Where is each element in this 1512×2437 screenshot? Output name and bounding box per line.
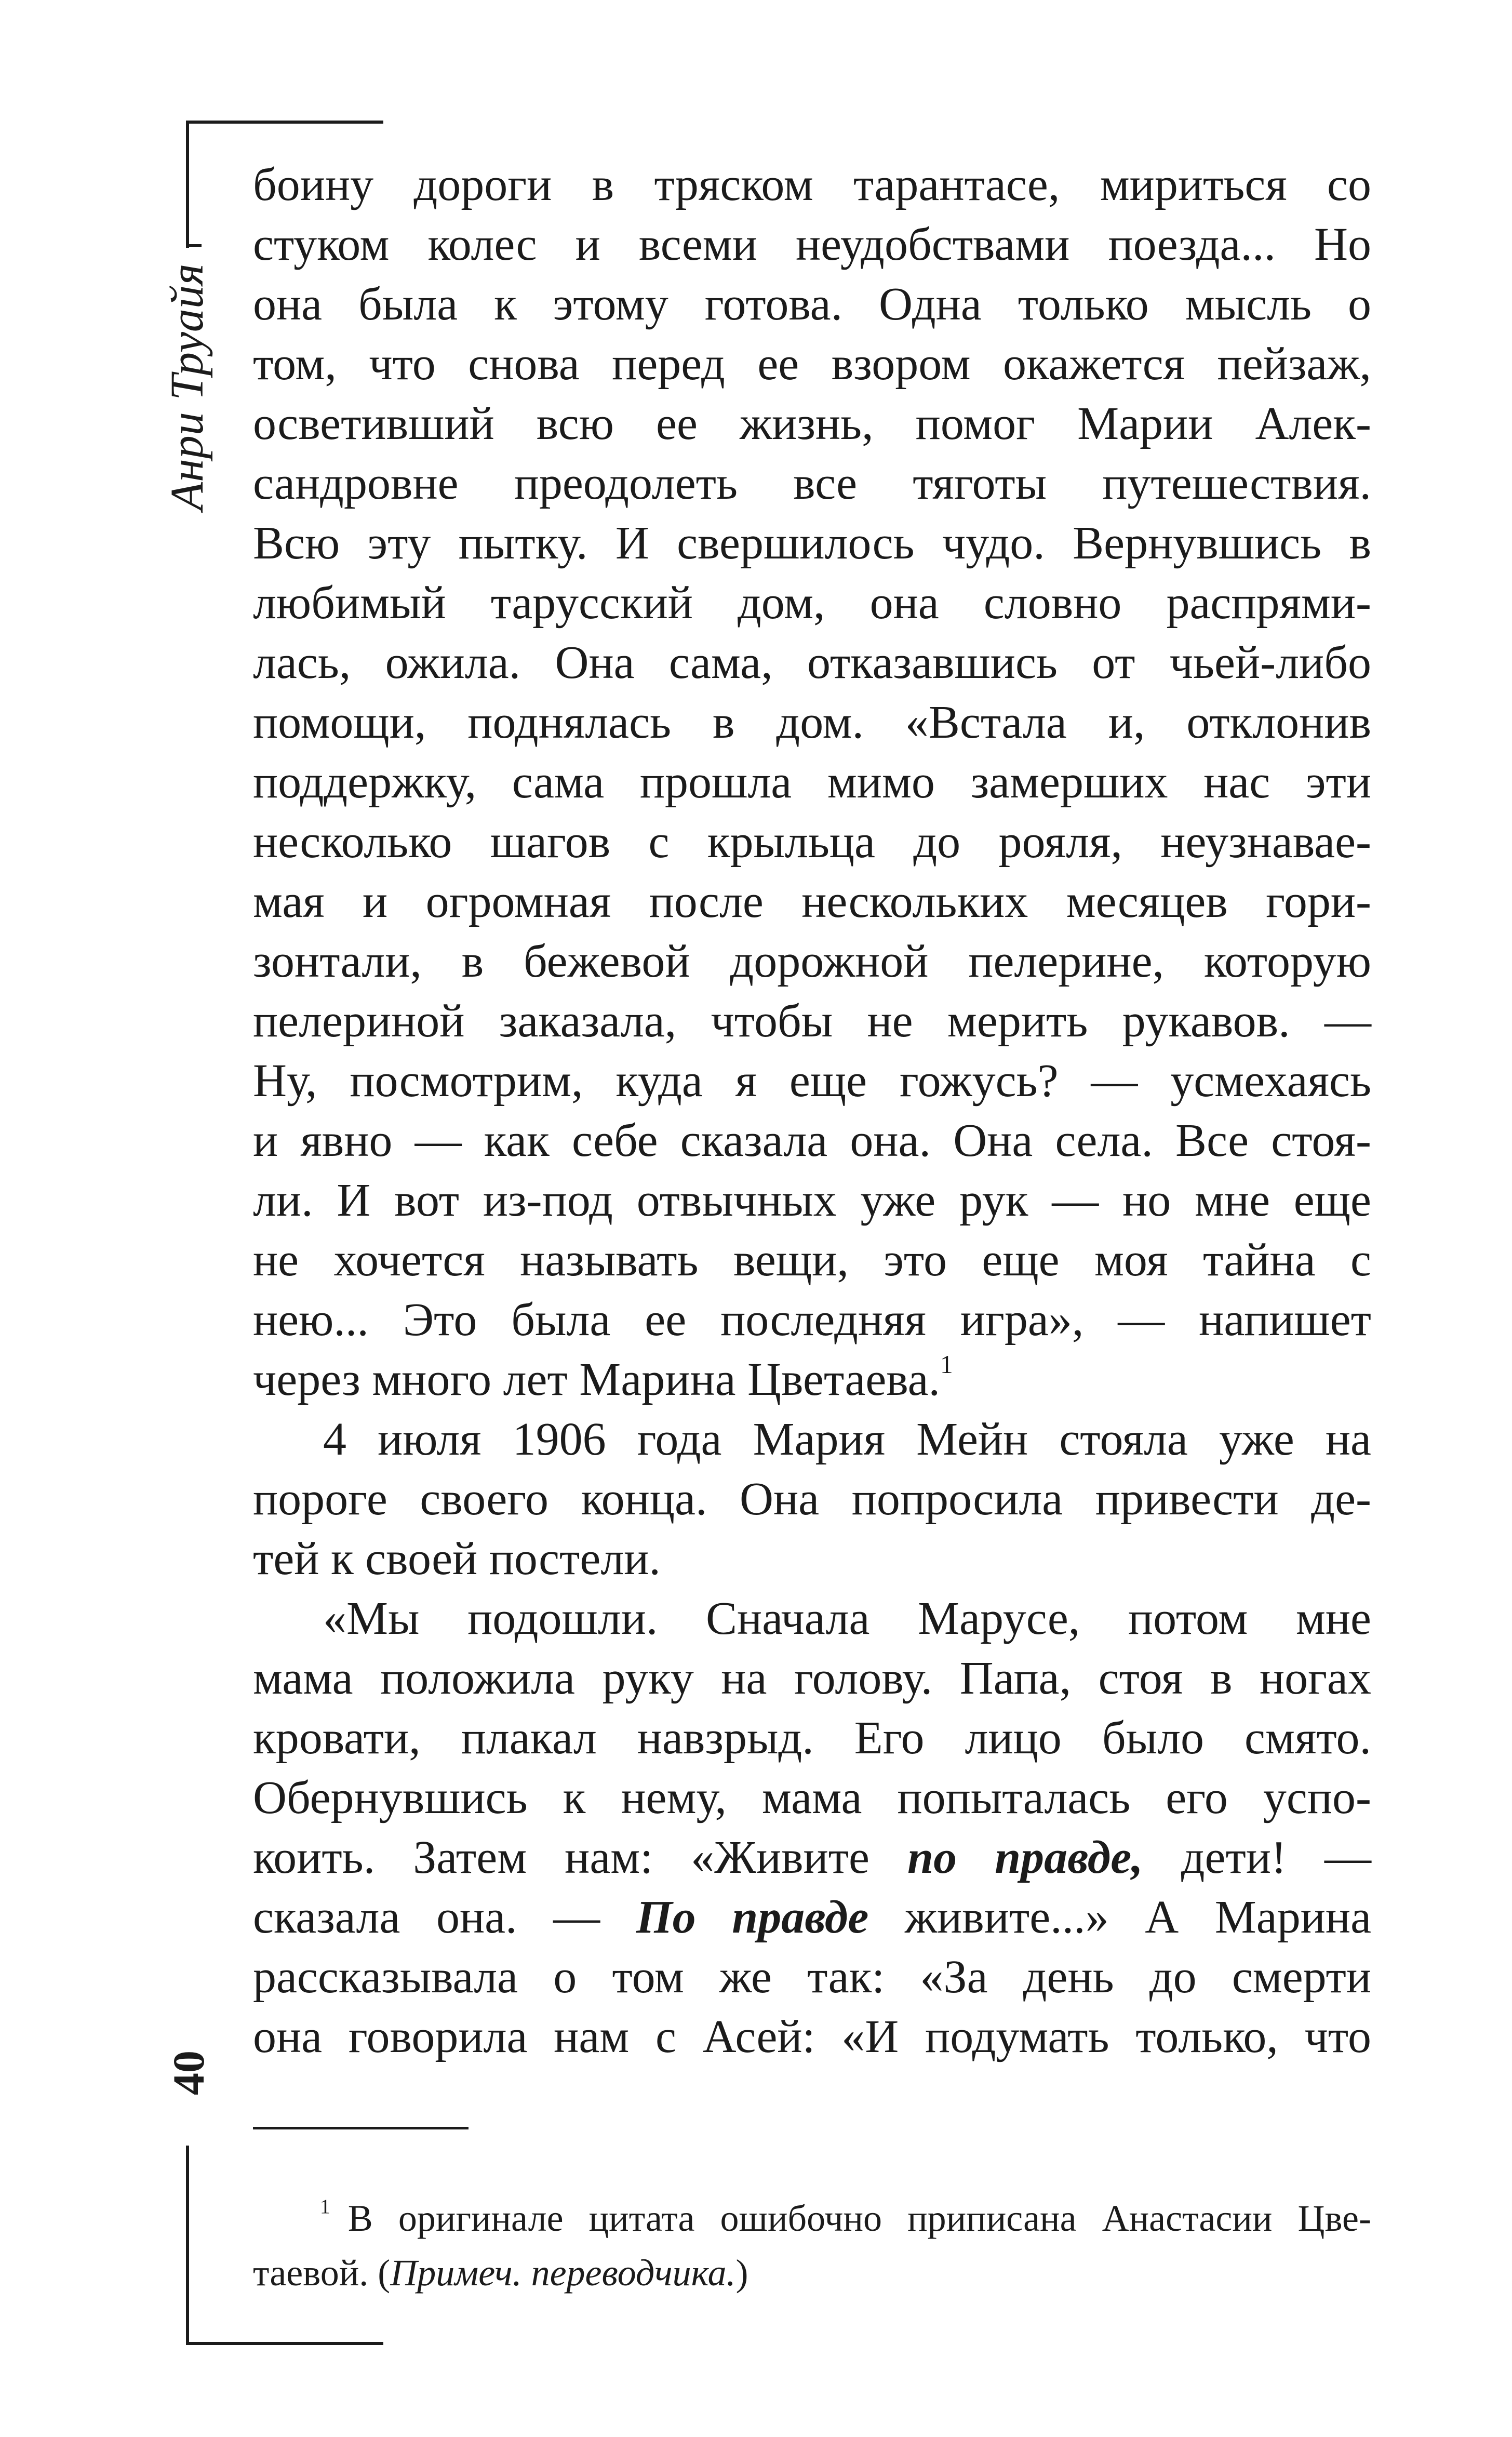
text-line: боину дороги в тряском тарантасе, мириться со: [253, 159, 1371, 210]
text-run: живите...» А Марина: [868, 1892, 1372, 1943]
text-run: В оригинале цитата ошибочно приписана Анастасии Цве-: [347, 2198, 1371, 2239]
body-text: [253, 155, 1371, 2067]
running-head: Анри Труайя: [162, 263, 213, 511]
text-run: коить. Затем нам: «Живите: [253, 1832, 908, 1883]
text-line: она говорила нам с Асей: «И подумать только, что: [253, 2011, 1371, 2062]
bottom-bracket-horizontal-rule: [186, 2342, 383, 2345]
text-line: любимый тарусский дом, она словно распрями-: [253, 577, 1371, 629]
emphasis: по правде,: [907, 1832, 1143, 1883]
text-line: [253, 1350, 1371, 1409]
paragraph: [253, 155, 1371, 1409]
footnote: [253, 2191, 1371, 2300]
text-run: ): [735, 2252, 748, 2294]
text-run: сказала она. —: [253, 1892, 636, 1943]
footnote-separator-rule: [253, 2127, 469, 2129]
text-line: [253, 1828, 1371, 1887]
top-bracket-horizontal-rule: [186, 121, 383, 124]
emphasis: Примеч. переводчика.: [390, 2252, 736, 2294]
text-run: дети! —: [1143, 1832, 1371, 1883]
text-line: лась, ожила. Она сама, отказавшись от чьей-либо: [253, 637, 1371, 688]
text-line: тей к своей постели.: [253, 1533, 661, 1584]
text-line: мая и огромная после нескольких месяцев гори-: [253, 876, 1371, 927]
bottom-bracket-vertical-rule: [186, 2146, 189, 2345]
text-line: ли. И вот из-под отвычных уже рук — но мне еще: [253, 1175, 1371, 1226]
text-line: помощи, поднялась в дом. «Встала и, отклонив: [253, 697, 1371, 748]
emphasis: По правде: [636, 1892, 869, 1943]
text-line: том, что снова перед ее взором окажется пейзаж,: [253, 338, 1371, 390]
footnote-text: [253, 2191, 1371, 2300]
text-line: нею... Это была ее последняя игра», — напишет: [253, 1294, 1371, 1346]
text-line: Ну, посмотрим, куда я еще гожусь? — усмехаясь: [253, 1055, 1371, 1107]
page-number: 40: [164, 2050, 213, 2095]
text-line: зонтали, в бежевой дорожной пелерине, которую: [253, 936, 1371, 987]
text-line: осветивший всю ее жизнь, помог Марии Алек-: [253, 398, 1371, 449]
text-line: пелериной заказала, чтобы не мерить рукавов. —: [253, 995, 1371, 1047]
text-line: Обернувшись к нему, мама попыталась его успо-: [253, 1772, 1371, 1823]
paragraph: [253, 1589, 1371, 2067]
text-line: «Мы подошли. Сначала Марусе, потом мне: [323, 1593, 1371, 1644]
text-line: несколько шагов с крыльца до рояля, неузнавае-: [253, 816, 1371, 868]
text-run: через много лет Марина Цветаева.: [253, 1354, 941, 1405]
text-line: рассказывала о том же так: «За день до смерти: [253, 1951, 1371, 2003]
text-line: пороге своего конца. Она попросила привести де-: [253, 1473, 1371, 1525]
footnote-ref: 1: [320, 2195, 330, 2218]
running-head-tick: [189, 244, 202, 247]
text-line: мама положила руку на голову. Папа, стоя в ногах: [253, 1653, 1371, 1704]
text-line: [253, 1887, 1371, 1947]
text-line: не хочется называть вещи, это еще моя тайна с: [253, 1234, 1371, 1286]
text-line: поддержку, сама прошла мимо замерших нас эти: [253, 756, 1371, 808]
text-line: [253, 2191, 1371, 2246]
text-line: она была к этому готова. Одна только мысль о: [253, 278, 1371, 330]
top-bracket-vertical-rule: [186, 121, 189, 248]
text-line: стуком колес и всеми неудобствами поезда... Но: [253, 219, 1371, 270]
text-line: кровати, плакал навзрыд. Его лицо было смято.: [253, 1712, 1371, 1764]
text-line: Всю эту пытку. И свершилось чудо. Вернувшись в: [253, 517, 1371, 569]
text-line: [253, 2246, 1371, 2300]
paragraph: [253, 1409, 1371, 1589]
text-line: 4 июля 1906 года Мария Мейн стояла уже на: [323, 1414, 1371, 1465]
footnote-ref: 1: [940, 1350, 953, 1379]
text-line: сандровне преодолеть все тяготы путешествия.: [253, 458, 1371, 509]
text-run: таевой. (: [253, 2252, 391, 2294]
text-line: и явно — как себе сказала она. Она села. Все стоя-: [253, 1115, 1371, 1166]
